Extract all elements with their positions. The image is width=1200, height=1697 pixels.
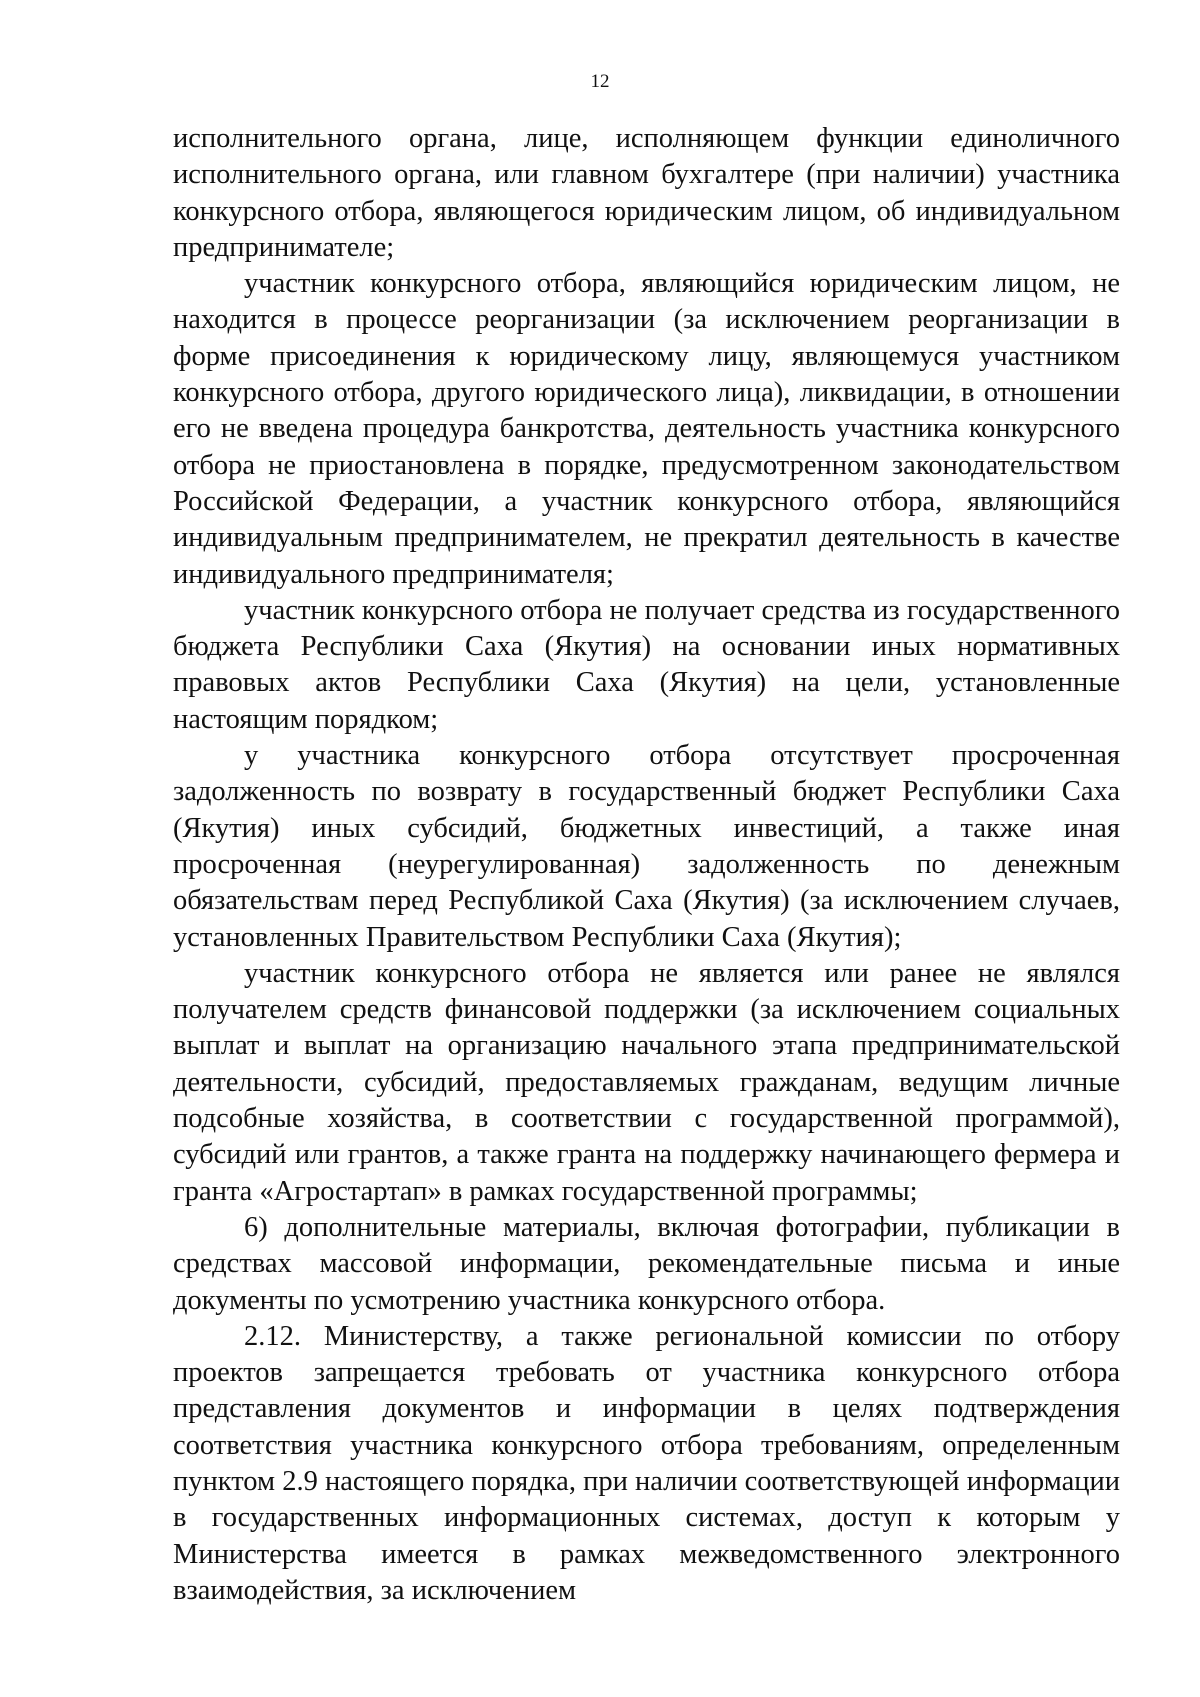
paragraph-additional-materials: 6) дополнительные материалы, включая фотографии, публикации в средствах массовой информации, рекомендательные письма и иные документы по усмотрению участника конкурсного отбора.	[173, 1211, 1120, 1316]
paragraph-financial-support-condition: участник конкурсного отбора не является или ранее не являлся получателем средств финансовой поддержки (за исключением социальных выплат и выплат на организацию начального этапа предпринимательской деятельности, субсидий, предоставляемых гражданам, ведущим личные подсобные хозяйства, в соответствии с государственной программой), субсидий или грантов, а также гранта на поддержку начинающего фермера и гранта «Агростартап» в рамках государственной программы;	[173, 957, 1120, 1207]
page-number: 12	[590, 71, 610, 92]
paragraph-overdue-debt-condition: у участника конкурсного отбора отсутствует просроченная задолженность по возврату в государственный бюджет Республики Саха (Якутия) иных субсидий, бюджетных инвестиций, а также иная просроченная (неурегулированная) задолженность по денежным обязательствам перед Республикой Саха (Якутия) (за исключением случаев, установленных Правительством Республики Саха (Якутия);	[173, 740, 1120, 953]
paragraph-continuation: исполнительного органа, лице, исполняющем функции единоличного исполнительного органа, или главном бухгалтере (при наличии) участника конкурсного отбора, являющегося юридическим лицом, об индивидуальном предпринимателе;	[173, 123, 1120, 263]
document-body	[173, 121, 1120, 1609]
paragraph-budget-funds-condition: участник конкурсного отбора не получает средства из государственного бюджета Республики Саха (Якутия) на основании иных нормативных правовых актов Республики Саха (Якутия) на цели, установленные настоящим порядком;	[173, 594, 1120, 735]
paragraph-reorganization-condition: участник конкурсного отбора, являющийся юридическим лицом, не находится в процессе реорганизации (за исключением реорганизации в форме присоединения к юридическому лицу, являющемуся участником конкурсного отбора, другого юридического лица), ликвидации, в отношении его не введена процедура банкротства, деятельность участника конкурсного отбора не приостановлена в порядке, предусмотренном законодательством Российской Федерации, а участник конкурсного отбора, являющийся индивидуальным предпринимателем, не прекратил деятельность в качестве индивидуального предпринимателя;	[173, 268, 1120, 590]
paragraph-section-2-12: 2.12. Министерству, а также региональной комиссии по отбору проектов запрещается требовать от участника конкурсного отбора представления документов и информации в целях подтверждения соответствия участника конкурсного отбора требованиям, определенным пунктом 2.9 настоящего порядка, при наличии соответствующей информации в государственных информационных системах, доступ к которым у Министерства имеется в рамках межведомственного электронного взаимодействия, за исключением	[173, 1320, 1120, 1606]
